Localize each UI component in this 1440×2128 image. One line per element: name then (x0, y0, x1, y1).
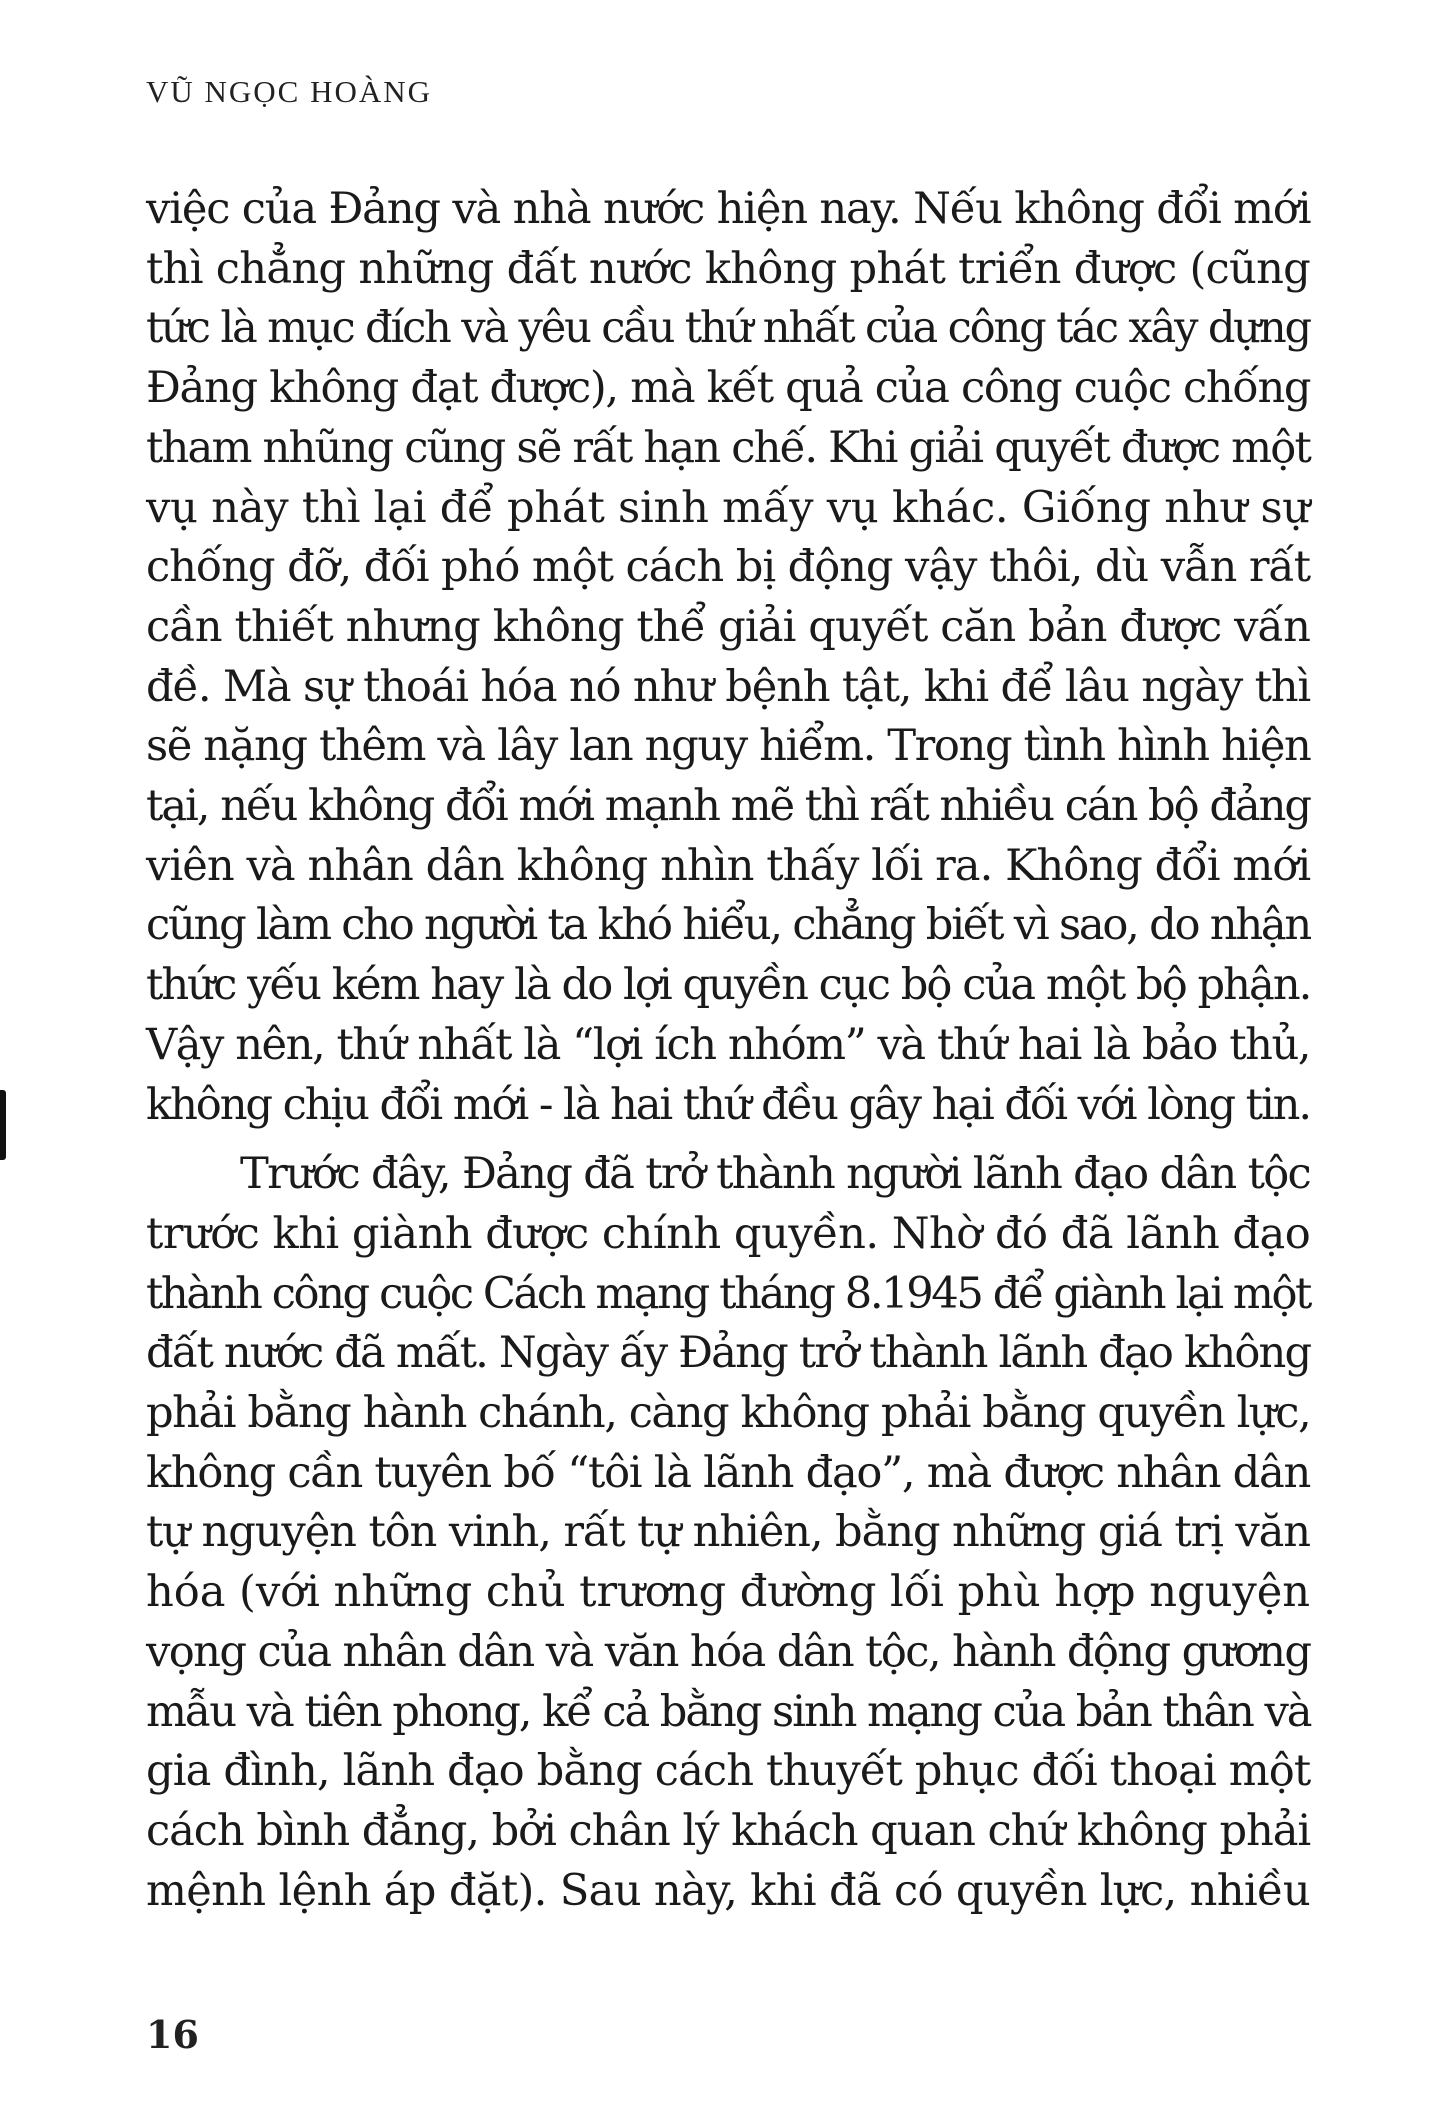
text-line: mệnh lệnh áp đặt). Sau này, khi đã có quyền lực, nhiều (146, 1865, 1310, 1916)
text-line: đất nước đã mất. Ngày ấy Đảng trở thành lãnh đạo không (146, 1328, 1311, 1379)
running-head-author: VŨ NGỌC HOÀNG (146, 74, 433, 109)
paragraph-2 (146, 1145, 1310, 1921)
text-line: hóa (với những chủ trương đường lối phù hợp nguyện (146, 1567, 1310, 1618)
text-line: việc của Đảng và nhà nước hiện nay. Nếu không đổi mới (146, 184, 1311, 234)
text-line: viên và nhân dân không nhìn thấy lối ra. Không đổi mới (146, 840, 1311, 891)
text-line: mẫu và tiên phong, kể cả bằng sinh mạng của bản thân và (146, 1686, 1311, 1737)
text-line: Trước đây, Đảng đã trở thành người lãnh đạo dân tộc (240, 1149, 1310, 1200)
text-line: không cần tuyên bố “tôi là lãnh đạo”, mà được nhân dân (146, 1447, 1310, 1498)
text-line: gia đình, lãnh đạo bằng cách thuyết phục đối thoại một (146, 1746, 1311, 1797)
body-text (146, 180, 1310, 1921)
text-line: Đảng không đạt được), mà kết quả của công cuộc chống (146, 363, 1311, 414)
text-line: tham nhũng cũng sẽ rất hạn chế. Khi giải quyết được một (146, 422, 1310, 473)
text-line: thì chẳng những đất nước không phát triển được (cũng (146, 243, 1311, 294)
text-line: vụ này thì lại để phát sinh mấy vụ khác. Giống như sự (146, 482, 1310, 533)
text-line: tại, nếu không đổi mới mạnh mẽ thì rất nhiều cán bộ đảng (146, 781, 1311, 832)
text-line: cũng làm cho người ta khó hiểu, chẳng biết vì sao, do nhận (146, 900, 1310, 951)
text-line: đề. Mà sự thoái hóa nó như bệnh tật, khi để lâu ngày thì (146, 661, 1310, 712)
text-line: cách bình đẳng, bởi chân lý khách quan chứ không phải (146, 1805, 1311, 1856)
text-line: phải bằng hành chánh, càng không phải bằng quyền lực, (146, 1388, 1311, 1439)
text-line: cần thiết nhưng không thể giải quyết căn bản được vấn (146, 601, 1310, 652)
text-line: tự nguyện tôn vinh, rất tự nhiên, bằng những giá trị văn (146, 1507, 1310, 1558)
text-line: thành công cuộc Cách mạng tháng 8.1945 để giành lại một (146, 1268, 1310, 1319)
text-line: thức yếu kém hay là do lợi quyền cục bộ của một bộ phận. (146, 960, 1311, 1011)
text-line: sẽ nặng thêm và lây lan nguy hiểm. Trong tình hình hiện (146, 721, 1311, 772)
text-line: không chịu đổi mới - là hai thứ đều gây hại đối với lòng tin. (146, 1079, 1310, 1130)
text-line: tức là mục đích và yêu cầu thứ nhất của công tác xây dựng (146, 303, 1310, 354)
binding-edge-mark (0, 1090, 6, 1160)
text-line: Vậy nên, thứ nhất là “lợi ích nhóm” và thứ hai là bảo thủ, (146, 1019, 1311, 1070)
text-line: chống đỡ, đối phó một cách bị động vậy thôi, dù vẫn rất (146, 542, 1311, 593)
text-line: trước khi giành được chính quyền. Nhờ đó đã lãnh đạo (146, 1208, 1311, 1259)
text-line: vọng của nhân dân và văn hóa dân tộc, hành động gương (146, 1626, 1311, 1677)
page-number: 16 (146, 2012, 199, 2057)
paragraph-1 (146, 180, 1310, 1135)
